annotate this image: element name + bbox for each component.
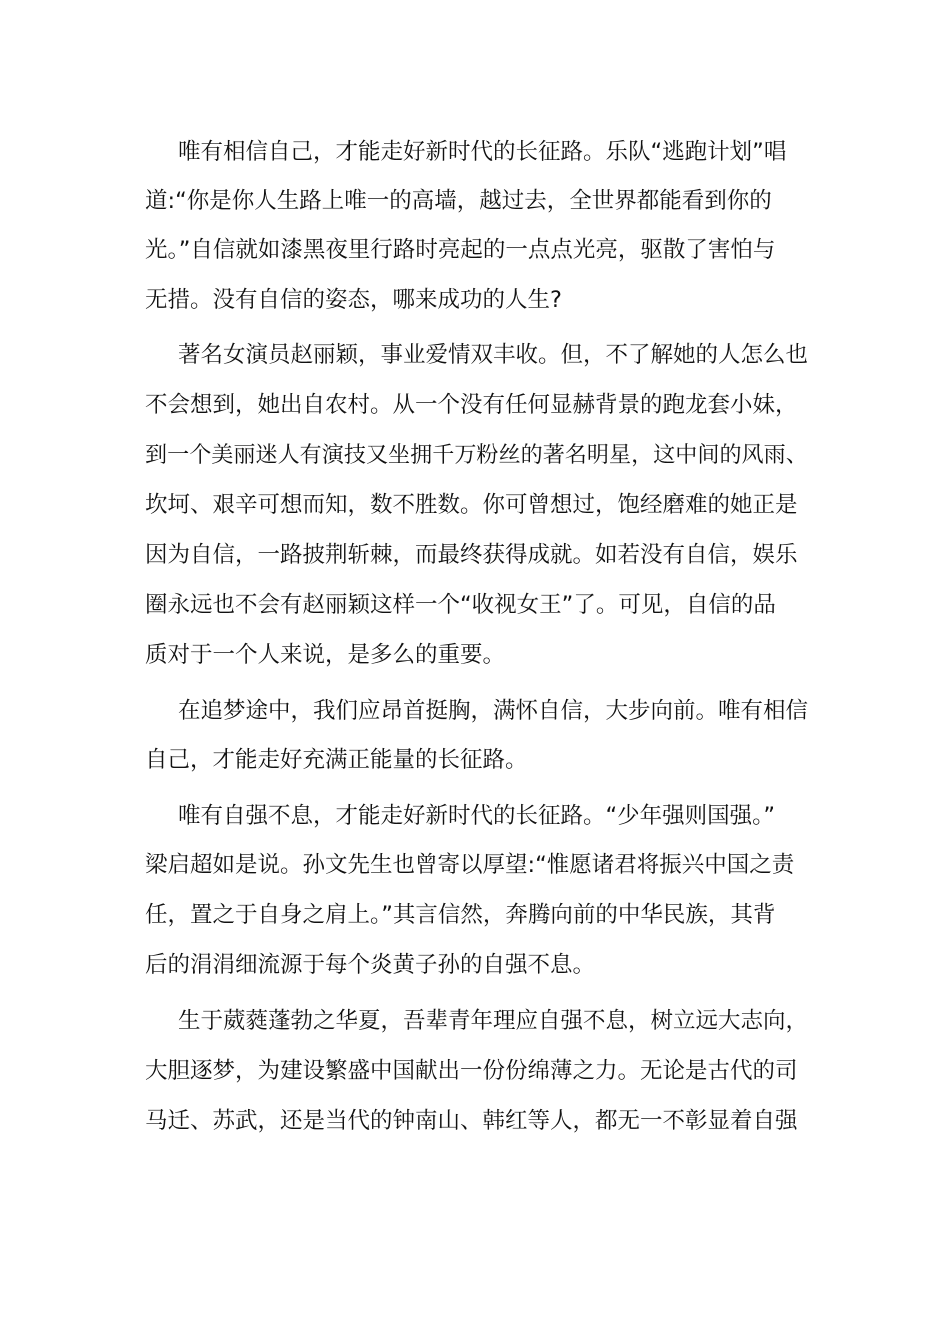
paragraph-5-line-2: 大胆逐梦，为建设繁盛中国献出一份份绵薄之力。无论是古代的司 (145, 1058, 798, 1084)
paragraph-2-line-2: 不会想到，她出自农村。从一个没有任何显赫背景的跑龙套小妹， (145, 392, 798, 418)
paragraph-3-line-2: 自己，才能走好充满正能量的长征路。 (145, 747, 528, 773)
paragraph-1-line-2: 道:“你是你人生路上唯一的高墙，越过去，全世界都能看到你的 (145, 188, 772, 214)
paragraph-2-line-3: 到一个美丽迷人有演技又坐拥千万粉丝的著名明星，这中间的风雨、 (145, 442, 808, 468)
paragraph-2-line-1: 著名女演员赵丽颖，事业爱情双丰收。但，不了解她的人怎么也 (178, 342, 809, 368)
paragraph-1-line-3: 光。”自信就如漆黑夜里行路时亮起的一点点光亮，驱散了害怕与 (145, 237, 776, 263)
paragraph-2-line-6: 圈永远也不会有赵丽颖这样一个“收视女王”了。可见，自信的品 (145, 592, 776, 618)
paragraph-2-line-5: 因为自信，一路披荆斩棘，而最终获得成就。如若没有自信，娱乐 (145, 542, 798, 568)
paragraph-2-line-4: 坎坷、艰辛可想而知，数不胜数。你可曾想过，饱经磨难的她正是 (145, 492, 798, 518)
paragraph-4-line-2: 梁启超如是说。孙文先生也曾寄以厚望:“惟愿诸君将振兴中国之责 (145, 852, 795, 878)
paragraph-5-line-3: 马迁、苏武，还是当代的钟南山、韩红等人，都无一不彰显着自强 (145, 1108, 798, 1134)
paragraph-4-line-1: 唯有自强不息，才能走好新时代的长征路。“少年强则国强。” (178, 803, 776, 829)
paragraph-4-line-3: 任，置之于自身之肩上。”其言信然，奔腾向前的中华民族，其背 (145, 902, 776, 928)
paragraph-3-line-1: 在追梦途中，我们应昂首挺胸，满怀自信，大步向前。唯有相信 (178, 698, 809, 724)
paragraph-1-line-1: 唯有相信自己，才能走好新时代的长征路。乐队“逃跑计划”唱 (178, 139, 787, 165)
paragraph-5-line-1: 生于葳蕤蓬勃之华夏，吾辈青年理应自强不息，树立远大志向， (178, 1008, 809, 1034)
paragraph-1-line-4: 无措。没有自信的姿态，哪来成功的人生? (145, 287, 562, 313)
paragraph-2-line-7: 质对于一个人来说，是多么的重要。 (145, 642, 506, 668)
paragraph-4-line-4: 后的涓涓细流源于每个炎黄子孙的自强不息。 (145, 952, 596, 978)
